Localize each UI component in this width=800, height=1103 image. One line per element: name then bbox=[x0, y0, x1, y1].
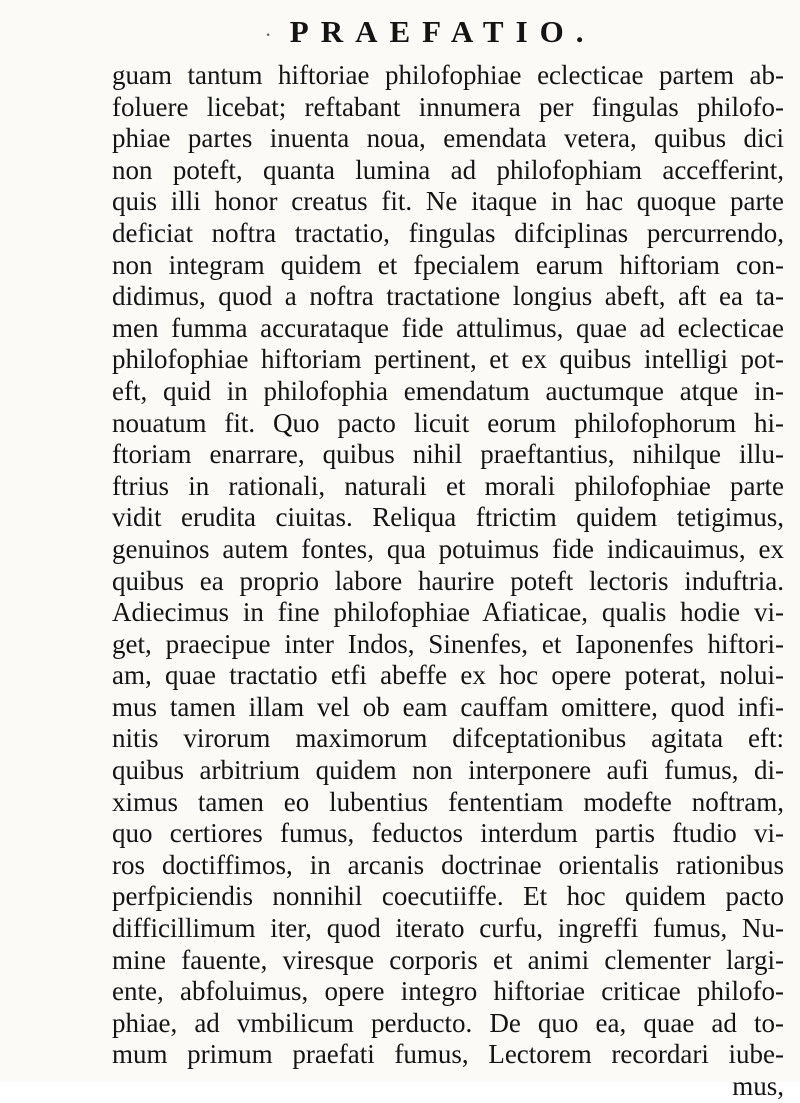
text-line: genuinos autem fontes, qua potuimus fide indicauimus, ex bbox=[112, 533, 784, 564]
text-line: mum primum praefati fumus, Lectorem recordari iube- bbox=[112, 1039, 784, 1070]
text-line: difficillimum iter, quod iterato curfu, ingreffi fumus, Nu- bbox=[112, 913, 784, 944]
text-line: men fumma accurataque fide attulimus, quae ad eclecticae bbox=[112, 312, 784, 343]
text-line: get, praecipue inter Indos, Sinenfes, et Iaponenfes hiftori- bbox=[112, 628, 784, 659]
text-line: mus, bbox=[732, 1071, 784, 1101]
text-line: ftoriam enarrare, quibus nihil praeftantius, nihilque illu- bbox=[112, 439, 784, 470]
running-head-title: PRAEFATIO. bbox=[289, 14, 596, 49]
running-head bbox=[0, 14, 800, 50]
text-line: phiae partes inuenta noua, emendata vetera, quibus dici bbox=[112, 123, 784, 154]
text-line: quibus arbitrium quidem non interponere aufi fumus, di- bbox=[112, 755, 784, 786]
text-line: nitis virorum maximorum difceptationibus agitata eft: bbox=[112, 723, 784, 754]
text-line: deficiat noftra tractatio, fingulas difciplinas percurrendo, bbox=[112, 217, 784, 248]
text-line: am, quae tractatio etfi abeffe ex hoc opere poterat, nolui- bbox=[112, 660, 784, 691]
text-line: non poteft, quanta lumina ad philofophiam accefferint, bbox=[112, 154, 784, 185]
text-line: quo certiores fumus, feductos interdum partis ftudio vi- bbox=[112, 818, 784, 849]
text-line: guam tantum hiftoriae philofophiae eclecticae partem ab- bbox=[112, 60, 784, 90]
text-line: ente, abfoluimus, opere integro hiftoriae criticae philofo- bbox=[112, 976, 784, 1007]
running-head-dot: · bbox=[264, 22, 272, 47]
text-line: didimus, quod a noftra tractatione longius abeft, aft ea ta- bbox=[112, 281, 784, 312]
text-line: mine fauente, viresque corporis et animi clementer largi- bbox=[112, 944, 784, 975]
text-line: eft, quid in philofophia emendatum auctumque atque in- bbox=[112, 375, 784, 406]
text-line: philofophiae hiftoriam pertinent, et ex quibus intelligi pot- bbox=[112, 344, 784, 375]
text-line: Adiecimus in fine philofophiae Afiaticae, qualis hodie vi- bbox=[112, 597, 784, 628]
body-text bbox=[112, 60, 784, 1103]
text-line: quis illi honor creatus fit. Ne itaque in hac quoque parte bbox=[112, 186, 784, 217]
text-line: quibus ea proprio labore haurire poteft lectoris induftria. bbox=[112, 565, 784, 596]
text-line: mus tamen illam vel ob eam cauffam omittere, quod infi- bbox=[112, 691, 784, 722]
text-line: perfpiciendis nonnihil coecutiiffe. Et hoc quidem pacto bbox=[112, 881, 784, 912]
text-line: ximus tamen eo lubentius fententiam modefte noftram, bbox=[112, 786, 784, 817]
text-line: nouatum fit. Quo pacto licuit eorum philofophorum hi- bbox=[112, 407, 784, 438]
text-line: ros doctiffimos, in arcanis doctrinae orientalis rationibus bbox=[112, 849, 784, 880]
text-line: ftrius in rationali, naturali et morali philofophiae parte bbox=[112, 470, 784, 501]
text-line: vidit erudita ciuitas. Reliqua ftrictim quidem tetigimus, bbox=[112, 502, 784, 533]
text-line: non integram quidem et fpecialem earum hiftoriam con- bbox=[112, 249, 784, 280]
text-line: phiae, ad vmbilicum perducto. De quo ea, quae ad to- bbox=[112, 1007, 784, 1038]
text-line: foluere licebat; reftabant innumera per fingulas philofo- bbox=[112, 91, 784, 122]
